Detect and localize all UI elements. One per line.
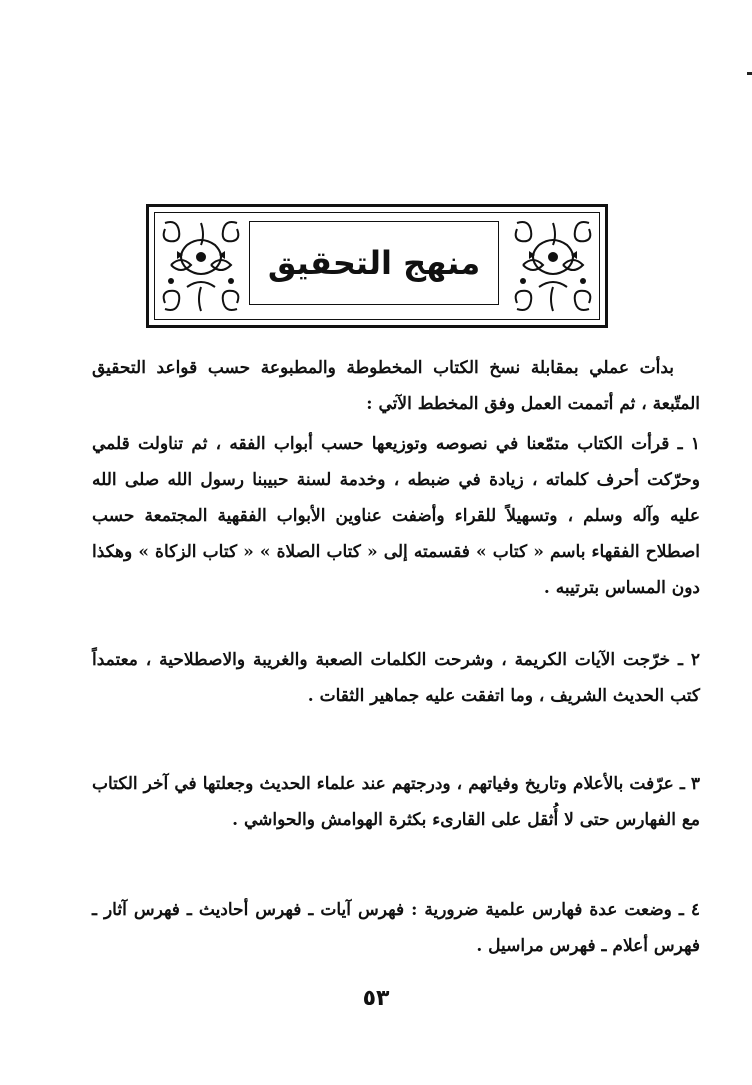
list-item-text: ٣ ـ عرّفت بالأعلام وتاريخ وفياتهم ، ودرجتهم عند علماء الحديث وجعلتها في آخر الكتاب مع الفهارس حتى لا أُثقل على القارىء بكثرة الهوامش والحواشي . <box>92 774 700 830</box>
arabesque-ornament-left <box>157 215 245 317</box>
intro-paragraph: بدأت عملي بمقابلة نسخ الكتاب المخطوطة والمطبوعة حسب قواعد التحقيق المتّبعة ، ثم أتممت العمل وفق المخطط الآتي : <box>92 358 700 414</box>
page-number: ٥٣ <box>362 986 390 1011</box>
list-item-4 <box>92 892 700 964</box>
margin-mark <box>747 72 752 75</box>
title-box <box>249 221 499 305</box>
title-frame <box>146 204 608 328</box>
list-item-2 <box>92 642 700 714</box>
list-item-text: ٤ ـ وضعت عدة فهارس علمية ضرورية : فهرس آيات ـ فهرس أحاديث ـ فهرس آثار ـ فهرس أعلام ـ فهرس مراسيل . <box>92 900 700 956</box>
intro-paragraph-block <box>92 350 700 422</box>
arabesque-ornament-right <box>509 215 597 317</box>
list-item-3 <box>92 766 700 838</box>
list-item-text: ١ ـ قرأت الكتاب متمّعنا في نصوصه وتوزيعها حسب أبواب الفقه ، ثم تناولت قلمي وحرّكت أحرف كلماته ، زيادة في ضبطه ، وخدمة لسنة حبيبنا رسول الله صلى الله عليه وآله وسلم ، وتسهيلاً للقراء وأضفت عناوين الأبواب الفقهية المجتمعة حسب اصطلاح الفقهاء باسم « كتاب » فقسمته إلى « كتاب الصلاة » « كتاب الزكاة » وهكذا دون المساس بترتيبه . <box>92 434 701 598</box>
page-title: منهج التحقيق <box>267 244 481 282</box>
list-item-text: ٢ ـ خرّجت الآيات الكريمة ، وشرحت الكلمات الصعبة والغريبة والاصطلاحية ، معتمداً كتب الحديث الشريف ، وما اتفقت عليه جماهير الثقات . <box>92 650 700 706</box>
list-item-1 <box>92 426 700 606</box>
